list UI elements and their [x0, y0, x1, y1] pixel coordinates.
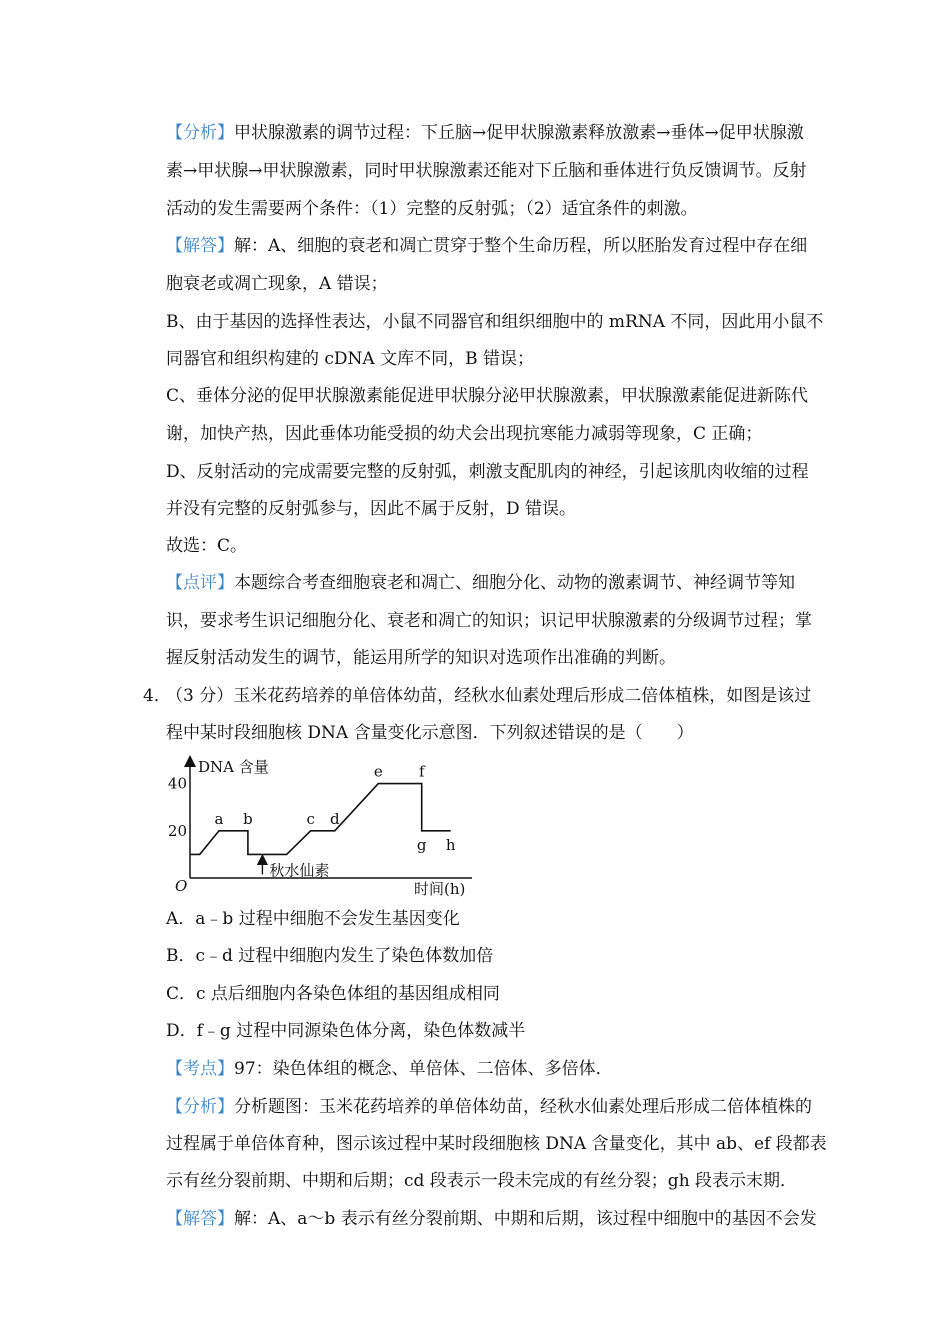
answer1-line1: 【解答】解：A、细胞的衰老和凋亡贯穿于整个生命历程，所以胚胎发育过程中存在细 — [166, 236, 808, 256]
kaodian-tag: 【考点】 — [166, 1059, 234, 1079]
analysis2-line2: 过程属于单倍体育种，图示该过程中某时段细胞核 DNA 含量变化，其中 ab、ef 段都表 — [166, 1134, 827, 1154]
dna-series-line — [190, 784, 451, 855]
y-tick-label: 40 — [167, 774, 187, 793]
point-label-f: f — [418, 762, 425, 781]
answer1-line5: C、垂体分泌的促甲状腺激素能促进甲状腺分泌甲状腺激素，甲状腺激素能促进新陈代 — [166, 386, 809, 406]
question-number: 4． — [143, 686, 171, 706]
analysis1-line2: 素→甲状腺→甲状腺激素，同时甲状腺激素还能对下丘脑和垂体进行负反馈调节。反射 — [166, 161, 807, 181]
answer1-line4: 同器官和组织构建的 cDNA 文库不同，B 错误； — [166, 349, 535, 369]
point-label-a: a — [214, 809, 224, 828]
comment1-line2: 识，要求考生识记细胞分化、衰老和凋亡的知识；识记甲状腺激素的分级调节过程；掌 — [166, 611, 812, 631]
y-axis-label: DNA 含量 — [198, 758, 269, 776]
answer2-tag: 【解答】 — [166, 1209, 234, 1229]
analysis-tag: 【分析】 — [166, 123, 234, 143]
y-ticks — [168, 775, 187, 840]
analysis1-line1: 【分析】甲状腺激素的调节过程：下丘脑→促甲状腺激素释放激素→垂体→促甲状腺激 — [166, 123, 804, 143]
answer1-line6: 谢，加快产热，因此垂体功能受损的幼犬会出现抗寒能力减弱等现象，C 正确； — [166, 424, 763, 444]
origin-label: O — [175, 877, 188, 895]
y-tick-label: 20 — [167, 821, 187, 840]
answer1-line7: D、反射活动的完成需要完整的反射弧，刺激支配肌肉的神经，引起该肌肉收缩的过程 — [166, 462, 809, 482]
analysis2-tag: 【分析】 — [166, 1097, 234, 1117]
point-label-h: h — [445, 835, 456, 854]
analysis1-line3: 活动的发生需要两个条件：（1）完整的反射弧；（2）适宜条件的刺激。 — [166, 199, 698, 219]
analysis2-line1: 【分析】分析题图：玉米花药培养的单倍体幼苗，经秋水仙素处理后形成二倍体植株的 — [166, 1097, 812, 1117]
colchicine-label: 秋水仙素 — [269, 861, 330, 880]
analysis2-line3: 示有丝分裂前期、中期和后期；cd 段表示一段未完成的有丝分裂；gh 段表示末期． — [166, 1171, 798, 1191]
comment-tag: 【点评】 — [166, 573, 234, 593]
option-b: B．c﹣d 过程中细胞内发生了染色体数加倍 — [166, 946, 494, 966]
answer2-line1: 【解答】解：A、a～b 表示有丝分裂前期、中期和后期，该过程中细胞中的基因不会发 — [166, 1209, 817, 1229]
comment1-line1: 【点评】本题综合考查细胞衰老和凋亡、细胞分化、动物的激素调节、神经调节等知 — [166, 573, 795, 593]
question4-line1: （3 分）玉米花药培养的单倍体幼苗，经秋水仙素处理后形成二倍体植株，如图是该过 — [166, 686, 812, 706]
comment1-line3: 握反射活动发生的调节，能运用所学的知识对选项作出准确的判断。 — [166, 648, 676, 668]
dna-content-chart — [167, 755, 480, 905]
option-d: D．f﹣g 过程中同源染色体分离，染色体数减半 — [166, 1021, 526, 1041]
point-label-d: d — [330, 809, 340, 828]
point-labels — [214, 763, 455, 854]
option-a: A．a﹣b 过程中细胞不会发生基因变化 — [166, 909, 460, 929]
x-axis-label: 时间(h) — [414, 880, 466, 898]
kaodian-line: 【考点】97：染色体组的概念、单倍体、二倍体、多倍体． — [166, 1059, 613, 1079]
answer1-line2: 胞衰老或凋亡现象，A 错误； — [166, 274, 388, 294]
answer1-line3: B、由于基因的选择性表达，小鼠不同器官和组织细胞中的 mRNA 不同，因此用小鼠不 — [166, 312, 824, 332]
point-label-b: b — [243, 809, 253, 828]
option-c: C．c 点后细胞内各染色体组的基因组成相同 — [166, 984, 500, 1004]
point-label-e: e — [373, 762, 383, 781]
point-label-c: c — [306, 809, 315, 828]
answer-tag: 【解答】 — [166, 236, 234, 256]
answer1-choice: 故选：C。 — [166, 536, 248, 556]
question4-line2: 程中某时段细胞核 DNA 含量变化示意图．下列叙述错误的是（ ） — [166, 723, 694, 743]
point-label-g: g — [416, 835, 427, 854]
answer1-line8: 并没有完整的反射弧参与，因此不属于反射，D 错误。 — [166, 499, 577, 519]
